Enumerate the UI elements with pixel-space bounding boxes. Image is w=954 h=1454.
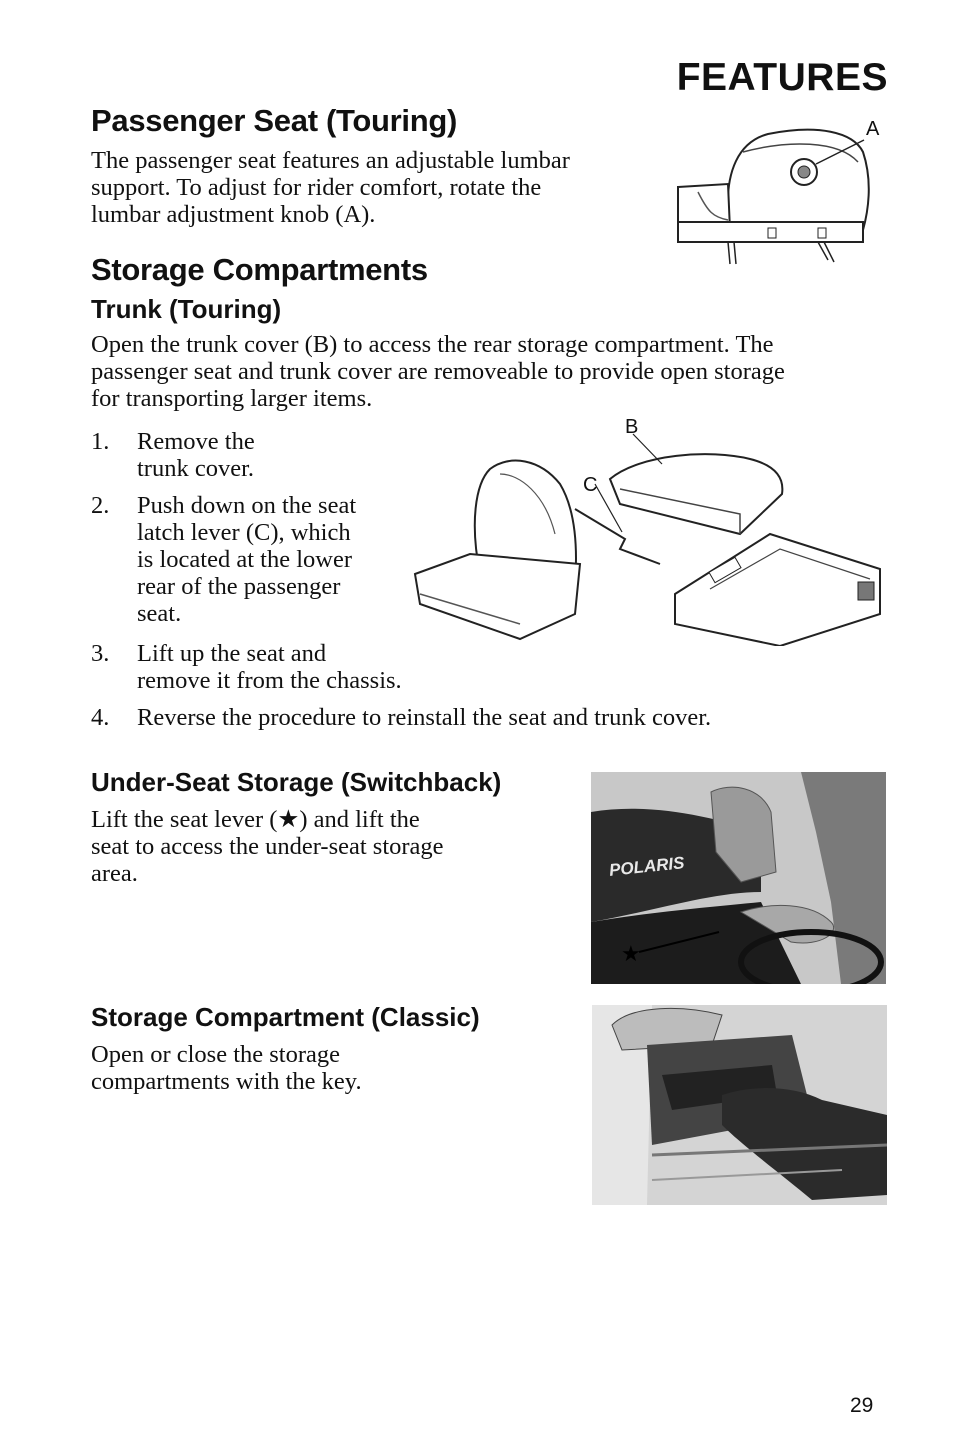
page-header-title: FEATURES <box>676 56 888 99</box>
under-seat-body <box>91 806 444 887</box>
text-line: Push down on the seat <box>137 492 357 519</box>
text-line: Remove the <box>137 428 255 455</box>
step-text <box>137 428 255 482</box>
text-line: is located at the lower <box>137 546 352 573</box>
step-text <box>137 492 356 627</box>
figure-label-a: A <box>866 118 880 140</box>
text-line: Lift up the seat and <box>137 640 327 667</box>
step-text <box>137 640 402 694</box>
passenger-seat-title: Passenger Seat (Touring) <box>91 103 458 138</box>
text-line: trunk cover. <box>137 455 255 482</box>
text-line: Open the trunk cover (B) to access the rear storage compartment. The <box>91 331 774 358</box>
seat-lumbar-drawing <box>668 112 892 272</box>
text-line: for transporting larger items. <box>91 385 373 412</box>
text-line: compartments with the key. <box>91 1068 362 1095</box>
step-number: 2. <box>91 492 110 519</box>
text-line: latch lever (C), which <box>137 519 351 546</box>
text-line: seat to access the under-seat storage <box>91 833 444 860</box>
text-line: support. To adjust for rider comfort, rotate the <box>91 174 542 201</box>
trunk-illustration <box>410 414 890 646</box>
figure-label-b: B <box>625 416 639 438</box>
text-line: Reverse the procedure to reinstall the seat and trunk cover. <box>137 704 712 731</box>
page-number: 29 <box>850 1394 874 1417</box>
trunk-touring-title: Trunk (Touring) <box>91 294 282 324</box>
under-seat-photo <box>591 772 886 984</box>
step-number: 1. <box>91 428 110 455</box>
figure-label-c: C <box>583 474 598 496</box>
text-line: passenger seat and trunk cover are removeable to provide open storage <box>91 358 785 385</box>
classic-storage-body <box>91 1041 362 1095</box>
under-seat-storage-title: Under-Seat Storage (Switchback) <box>91 767 502 797</box>
trunk-seat-drawing <box>410 414 890 646</box>
text-line: rear of the passenger <box>137 573 341 600</box>
text-line: area. <box>91 860 138 887</box>
text-line: Open or close the storage <box>91 1041 340 1068</box>
text-line: The passenger seat features an adjustable lumbar <box>91 147 570 174</box>
classic-storage-title: Storage Compartment (Classic) <box>91 1002 480 1032</box>
classic-storage-photo-drawing <box>592 1005 887 1205</box>
trunk-body <box>91 331 785 412</box>
text-line: Lift the seat lever (★) and lift the <box>91 806 420 833</box>
text-line: lumbar adjustment knob (A). <box>91 201 376 228</box>
photo-brand-text: POLARIS <box>608 853 686 880</box>
step-text <box>137 704 711 731</box>
text-line: seat. <box>137 600 182 627</box>
text-line: remove it from the chassis. <box>137 667 402 694</box>
step-number: 4. <box>91 704 110 731</box>
passenger-seat-body <box>91 147 570 228</box>
step-number: 3. <box>91 640 110 667</box>
classic-storage-photo <box>592 1005 887 1205</box>
passenger-seat-illustration <box>668 112 892 272</box>
star-marker-icon: ★ <box>621 942 641 967</box>
storage-compartments-title: Storage Compartments <box>91 252 428 287</box>
